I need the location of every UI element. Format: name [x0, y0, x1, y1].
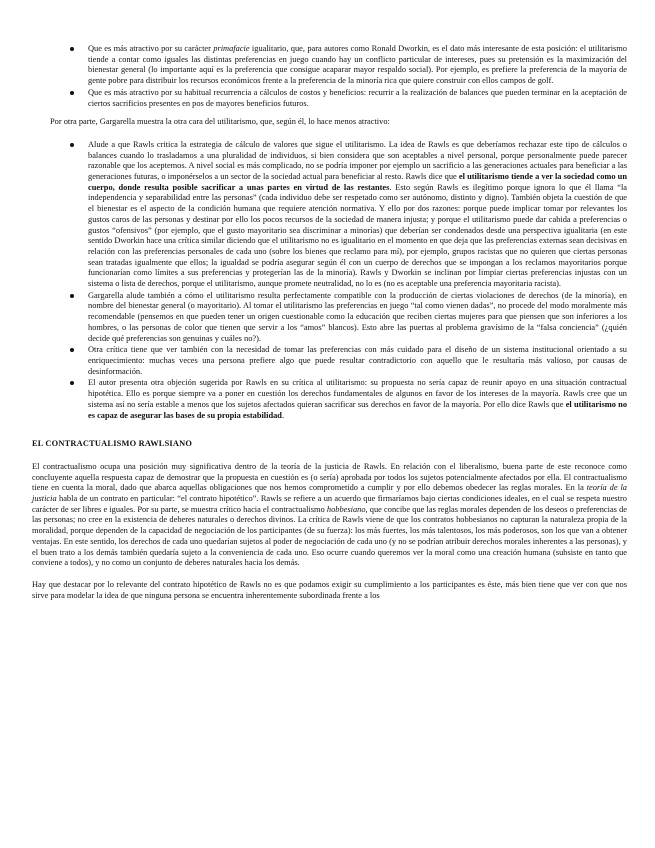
intro-paragraph: Por otra parte, Gargarella muestra la otra cara del utilitarismo, que, según él, lo hace menos atractivo:	[50, 117, 390, 127]
list-item: Otra crítica tiene que ver también con la necesidad de tomar las preferencias con más cuidado para el diseño de un sistema institucional orientado a su enriquecimiento: muchas veces una persona prefiere algo que puede resultar contradictorio con aquello que le resultaría más valioso, por causas de desinformación.	[32, 345, 627, 377]
advantages-list	[32, 44, 627, 109]
section-heading: EL CONTRACTUALISMO RAWLSIANO	[32, 439, 193, 449]
list-item: Que es más atractivo por su carácter primafacie igualitario, que, para autores como Ronald Dworkin, es el dato más interesante de esta posición: el utilitarismo tiende a contar como iguales las distintas preferencias en juego cuando hay un conflicto particular de intereses, pues su pretensión es la maximización del bienestar general (lo importante aquí es la preferencia que consigue acaparar mayor respaldo social). Por ejemplo, es prefiere la preferencia de la mayoría de gente pobre para distribuir los recursos económicos frente a la preferencia de la minoría rica que quiere construir con ellos campos de golf.	[32, 44, 627, 87]
body-paragraph: El contractualismo ocupa una posición muy significativa dentro de la teoría de la justicia de Rawls. En relación con el liberalismo, buena parte de este reconoce como concluyente aquella respuesta capaz de demostrar que la propuesta en cuestión es (o sería) aprobada por todos los sujetos potencialmente afectados por ella. El contractualismo tiene en cuenta la moral, dado que abarca aquellas obligaciones que nos hemos comprometido a cumplir y por ello debemos obedecer las reglas morales. En la teoría de la justicia habla de un contrato en particular: “el contrato hipotético”. Rawls se refiere a un acuerdo que firmaríamos bajo ciertas condiciones ideales, en el cual se respeta nuestro carácter de ser libres e iguales. Por su parte, se muestra crítico hacia el contractualismo hobbesiano, que concibe que las reglas morales dependen de los deseos o preferencias de las personas; no cree en la existencia de deberes naturales o derechos divinos. La crítica de Rawls viene de que los contratos hobbesianos no capturan la naturaleza propia de la moralidad, porque dependen de la capacidad de negociación de los participantes (de su fuerza): los más fuertes, los más talentosos, los más poderosos, son los que van a obtener ventajas. En este sentido, los derechos de cada uno quedarían sujetos al poder de negociación de cada uno (y no se podrían atribuir derechos morales inherentes a las personas), y el buen trato a los demás también quedaría sujeto a la conveniencia de cada uno. Eso ocurre cuando queremos ver la moral como una creación humana (subsiste en tanto que conviene a todos), y no como un conjunto de deberes naturales hacia los demás.	[32, 461, 627, 568]
list-item: Que es más atractivo por su habitual recurrencia a cálculos de costos y beneficios: recurrir a la realización de balances que pueden terminar en la aceptación de ciertos sacrificios presentes en pos de mayores beneficios futuros.	[32, 88, 627, 109]
list-item: Alude a que Rawls critica la estrategia de cálculo de valores que sigue el utilitarismo. La idea de Rawls es que deberíamos rechazar este tipo de cálculos o balances cuando lo trasladamos a una pluralidad de individuos, si bien considera que son aceptables a nivel personal, porque personalmente puede parecer razonable que los aceptemos. A nivel social es más complicado, no se podría imponer por ejemplo un sacrificio a las generaciones actuales para beneficiar a las generaciones futuras, o imponérselos a un sector de la sociedad actual para beneficiar al resto. Rawls dice que el utilitarismo tiende a ver la sociedad como un cuerpo, donde resulta posible sacrificar a unas partes en virtud de las restantes. Esto según Rawls es ilegítimo porque ignora lo que él llama “la independencia y separabilidad entre las personas” (cada individuo debe ser respetado como ser autónomo, distinto y digno). También objeta la cuestión de que el bienestar es el aspecto de la condición humana que requiere atención normativa. Y ello por dos razones: porque puede implicar tomar por relevantes los gustos caros de las personas y destinar por ello los pocos recursos de la sociedad de manera injusta; y porque el utilitarismo puede dar cabida a preferencias o gustos “ofensivos” (por ejemplo, que el gusto mayoritario sea discriminar a minorías) que deberían ser condenados desde una perspectiva igualitaria (en este sentido Dworkin hace una crítica similar diciendo que el utilitarismo no es igualitario en el momento en que deja que las preferencias externas sean decisivas en relación con las preferencias personales de cada uno (sobre los bienes que reclamo para mí), por ejemplo, grupos racistas que no quieren que ciertas personas sean tratadas igualmente que ellos; la igualdad se podría asegurar según él con un cuerpo de derechos que se impongan a los reclamos mayoritarios porque funcionarían como límites a sus preferencias y protegerían las de la minoría). Rawls y Dworkin se inclinan por limpiar ciertas preferencias injustas con un sistema o lista de derechos, porque el utilitarismo, aunque promete neutralidad, no lo es (no es aceptable una preferencia mayoritaria racista).	[32, 140, 627, 290]
list-item: Gargarella alude también a cómo el utilitarismo resulta perfectamente compatible con la producción de ciertas violaciones de derechos (de la minoría), en nombre del bienestar general (o mayoritario). Al tomar el utilitarismo las preferencias en juego “tal como vienen dadas”, no procede del modo moralmente más recomendable (pensemos en que pueden tener un origen cuestionable como la educación que reciben ciertas mujeres para que piensen que son inferiores a los hombres, o las personas de color que tienen que servir a los “amos” blancos). Esto abre las puertas al problema gravísimo de la “falsa conciencia” (¿quién decide qué preferencias son genuinas y cuáles no?).	[32, 291, 627, 345]
criticisms-list	[32, 140, 627, 421]
list-item: El autor presenta otra objeción sugerida por Rawls en su crítica al utilitarismo: su propuesta no sería capaz de reunir apoyo en una situación contractual hipotética. Ello es porque siempre va a poner en cuestión los derechos fundamentales de algunos en favor de los intereses de la mayoría. Rawls cree que un sistema así no sería estable a menos que los sujetos afectados quieran sacrificar sus derechos en favor de la mayoría. Por ello dice Rawls que el utilitarismo no es capaz de asegurar las bases de su propia estabilidad.	[32, 378, 627, 421]
body-paragraph: Hay que destacar por lo relevante del contrato hipotético de Rawls no es que podamos exigir su cumplimiento a los participantes es éste, más bien tiene que ver con que nos sirve para modelar la idea de que ninguna persona se encuentra inherentemente subordinada frente a los	[32, 579, 627, 600]
